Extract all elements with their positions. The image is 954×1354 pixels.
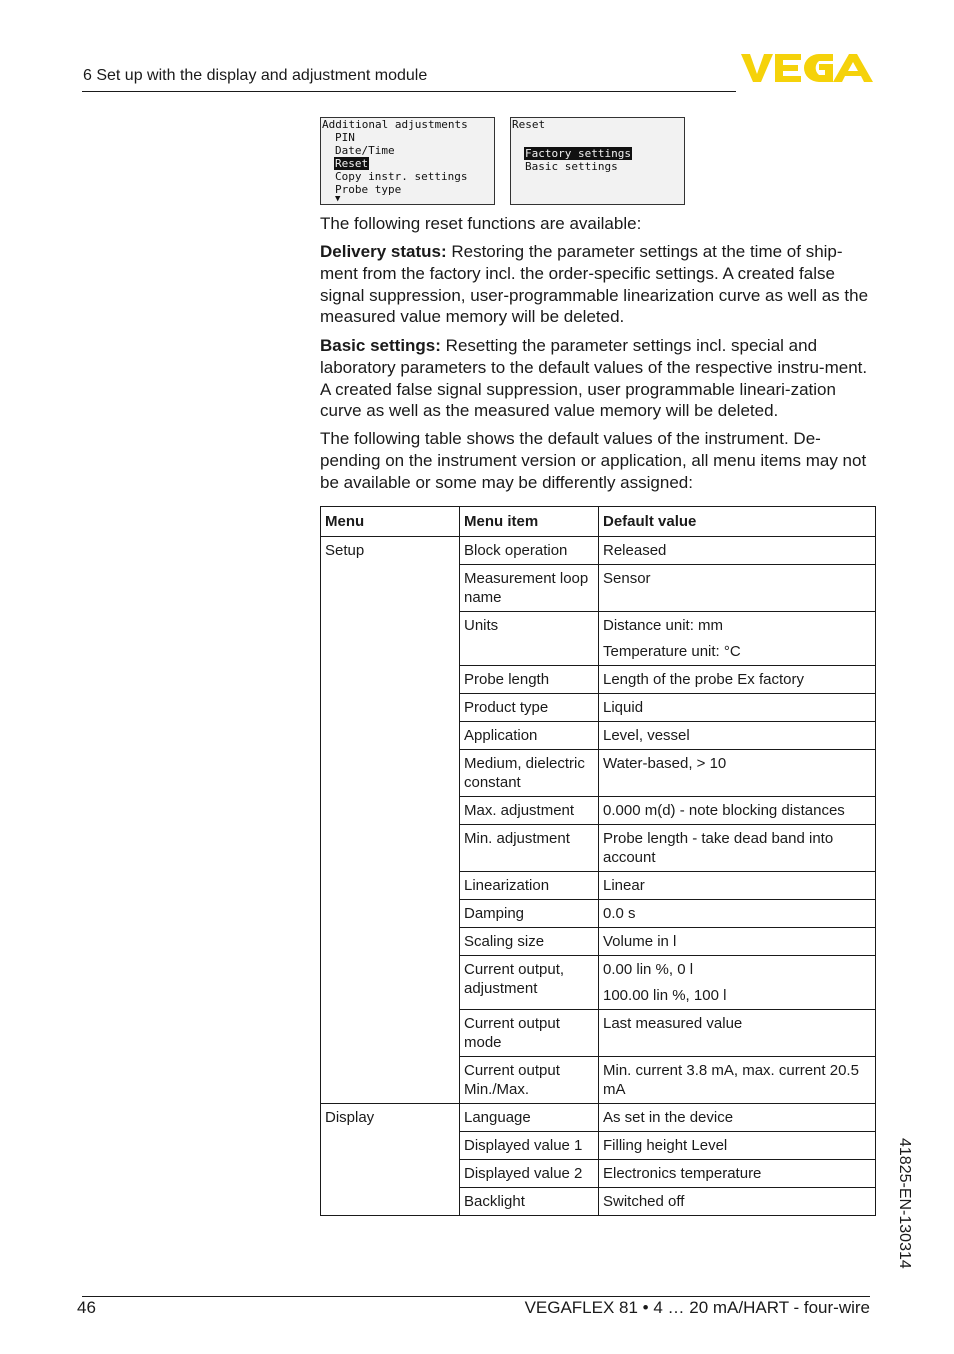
table-intro-paragraph: The following table shows the default values of the instrument. De-pending on the instrument version or application, all menu items may not be available or some may be differently assigned: xyxy=(320,429,867,492)
screen-menu-item-pin[interactable]: PIN xyxy=(335,131,355,144)
default-value-cell xyxy=(599,612,876,666)
intro-paragraph: The following reset functions are available: xyxy=(320,214,642,233)
screen-menu-item-factory-settings-selected[interactable]: Factory settings xyxy=(525,147,631,160)
menu-item-cell: Backlight xyxy=(460,1188,599,1216)
default-value-text: Liquid xyxy=(603,699,644,716)
menu-item-cell: Displayed value 1 xyxy=(460,1132,599,1160)
default-value-text: Distance unit: mm xyxy=(603,617,724,634)
default-value-text: Filling height Level xyxy=(603,1137,728,1154)
column-header-menu: Menu xyxy=(321,507,460,537)
default-value-cell xyxy=(599,694,876,722)
menu-item-cell: Product type xyxy=(460,694,599,722)
default-value-text: Level, vessel xyxy=(603,727,690,744)
vega-logo xyxy=(741,52,873,84)
basic-settings-label: Basic settings: xyxy=(320,336,441,355)
triangle-down-icon: ▼ xyxy=(335,194,341,204)
default-value-text: Volume in l xyxy=(603,933,677,950)
default-value-text: Probe length - take dead band into account xyxy=(603,830,834,866)
page-number: 46 xyxy=(77,1298,96,1317)
document-code: 41825-EN-130314 xyxy=(896,1138,913,1269)
default-value-text: Released xyxy=(603,542,667,559)
display-screen-reset xyxy=(510,117,685,205)
default-value-cell xyxy=(599,900,876,928)
header-divider xyxy=(82,91,736,92)
footer-product-title: VEGAFLEX 81 • 4 … 20 mA/HART - four-wire xyxy=(524,1298,870,1317)
default-value-text: Electronics temperature xyxy=(603,1165,762,1182)
menu-item-cell: Application xyxy=(460,722,599,750)
default-value-cell xyxy=(599,1010,876,1057)
default-value-text: Length of the probe Ex factory xyxy=(603,671,804,688)
screen-menu-item-copy-settings[interactable]: Copy instr. settings xyxy=(335,170,468,183)
screen-menu-item-probe-type[interactable]: Probe type xyxy=(335,183,402,196)
default-value-text: Temperature unit: °C xyxy=(603,643,741,660)
header-section-title: 6 Set up with the display and adjustment module xyxy=(83,67,428,84)
default-value-text: 100.00 lin %, 100 l xyxy=(603,987,727,1004)
table-header-row xyxy=(321,507,876,537)
table-row xyxy=(321,537,876,565)
default-value-cell xyxy=(599,825,876,872)
default-value-text: As set in the device xyxy=(603,1109,734,1126)
menu-item-cell: Measurement loop name xyxy=(460,565,599,612)
default-value-text: Last measured value xyxy=(603,1015,743,1032)
menu-item-cell: Linearization xyxy=(460,872,599,900)
menu-item-cell: Block operation xyxy=(460,537,599,565)
default-value-cell xyxy=(599,1160,876,1188)
default-value-cell xyxy=(599,722,876,750)
delivery-status-paragraph xyxy=(320,241,876,328)
footer-divider xyxy=(82,1296,870,1297)
menu-item-cell: Medium, dielectric constant xyxy=(460,750,599,797)
default-values-table xyxy=(320,506,876,1216)
screen-title: Additional adjustments xyxy=(322,118,468,131)
menu-item-cell: Probe length xyxy=(460,666,599,694)
column-header-default-value: Default value xyxy=(599,507,876,537)
screen-title: Reset xyxy=(512,118,546,131)
default-value-cell xyxy=(599,537,876,565)
basic-settings-paragraph xyxy=(320,335,876,422)
table-body xyxy=(321,537,876,1216)
screen-menu-item-basic-settings[interactable]: Basic settings xyxy=(525,160,618,173)
menu-item-cell: Displayed value 2 xyxy=(460,1160,599,1188)
menu-cell: Setup xyxy=(321,537,460,1104)
default-value-text: Linear xyxy=(603,877,645,894)
default-value-cell xyxy=(599,1057,876,1104)
delivery-status-text: Restoring the parameter settings at the time of ship-ment from the factory incl. the order-specific settings. A created false signal suppression, user-programmable linearization curve as well as the measured value memory will be deleted. xyxy=(320,242,869,327)
default-value-text: Min. current 3.8 mA, max. current 20.5 mA xyxy=(603,1062,859,1098)
default-value-cell xyxy=(599,1132,876,1160)
menu-item-cell: Units xyxy=(460,612,599,666)
default-value-text: 0.0 s xyxy=(603,905,636,922)
default-value-cell xyxy=(599,1188,876,1216)
default-value-cell xyxy=(599,928,876,956)
default-value-text: Water-based, > 10 xyxy=(603,755,727,772)
menu-item-cell: Current output Min./Max. xyxy=(460,1057,599,1104)
default-value-cell xyxy=(599,565,876,612)
menu-item-cell: Current output, adjustment xyxy=(460,956,599,1010)
screen-menu-item-reset-selected[interactable]: Reset xyxy=(335,157,369,170)
column-header-menu-item: Menu item xyxy=(460,507,599,537)
menu-cell: Display xyxy=(321,1104,460,1216)
default-value-text: Sensor xyxy=(603,570,651,587)
default-value-cell xyxy=(599,956,876,1010)
basic-settings-text: Resetting the parameter settings incl. special and laboratory parameters to the default values of the respective instru-ment. A created false signal suppression, user programmable lineari-zation curve as well as the measured value memory will be deleted. xyxy=(320,336,868,421)
display-screen-additional-adjustments xyxy=(320,117,495,205)
default-value-cell xyxy=(599,1104,876,1132)
default-value-cell xyxy=(599,750,876,797)
default-value-text: 0.000 m(d) - note blocking distances xyxy=(603,802,845,819)
menu-item-cell: Language xyxy=(460,1104,599,1132)
default-value-text: 0.00 lin %, 0 l xyxy=(603,961,694,978)
default-value-cell xyxy=(599,797,876,825)
table-row xyxy=(321,1104,876,1132)
menu-item-cell: Current output mode xyxy=(460,1010,599,1057)
menu-item-cell: Scaling size xyxy=(460,928,599,956)
screen-menu-item-date-time[interactable]: Date/Time xyxy=(335,144,395,157)
menu-item-cell: Max. adjustment xyxy=(460,797,599,825)
menu-item-cell: Min. adjustment xyxy=(460,825,599,872)
default-value-cell xyxy=(599,666,876,694)
default-value-cell xyxy=(599,872,876,900)
default-value-text: Switched off xyxy=(603,1193,685,1210)
menu-item-cell: Damping xyxy=(460,900,599,928)
delivery-status-label: Delivery status: xyxy=(320,242,447,261)
